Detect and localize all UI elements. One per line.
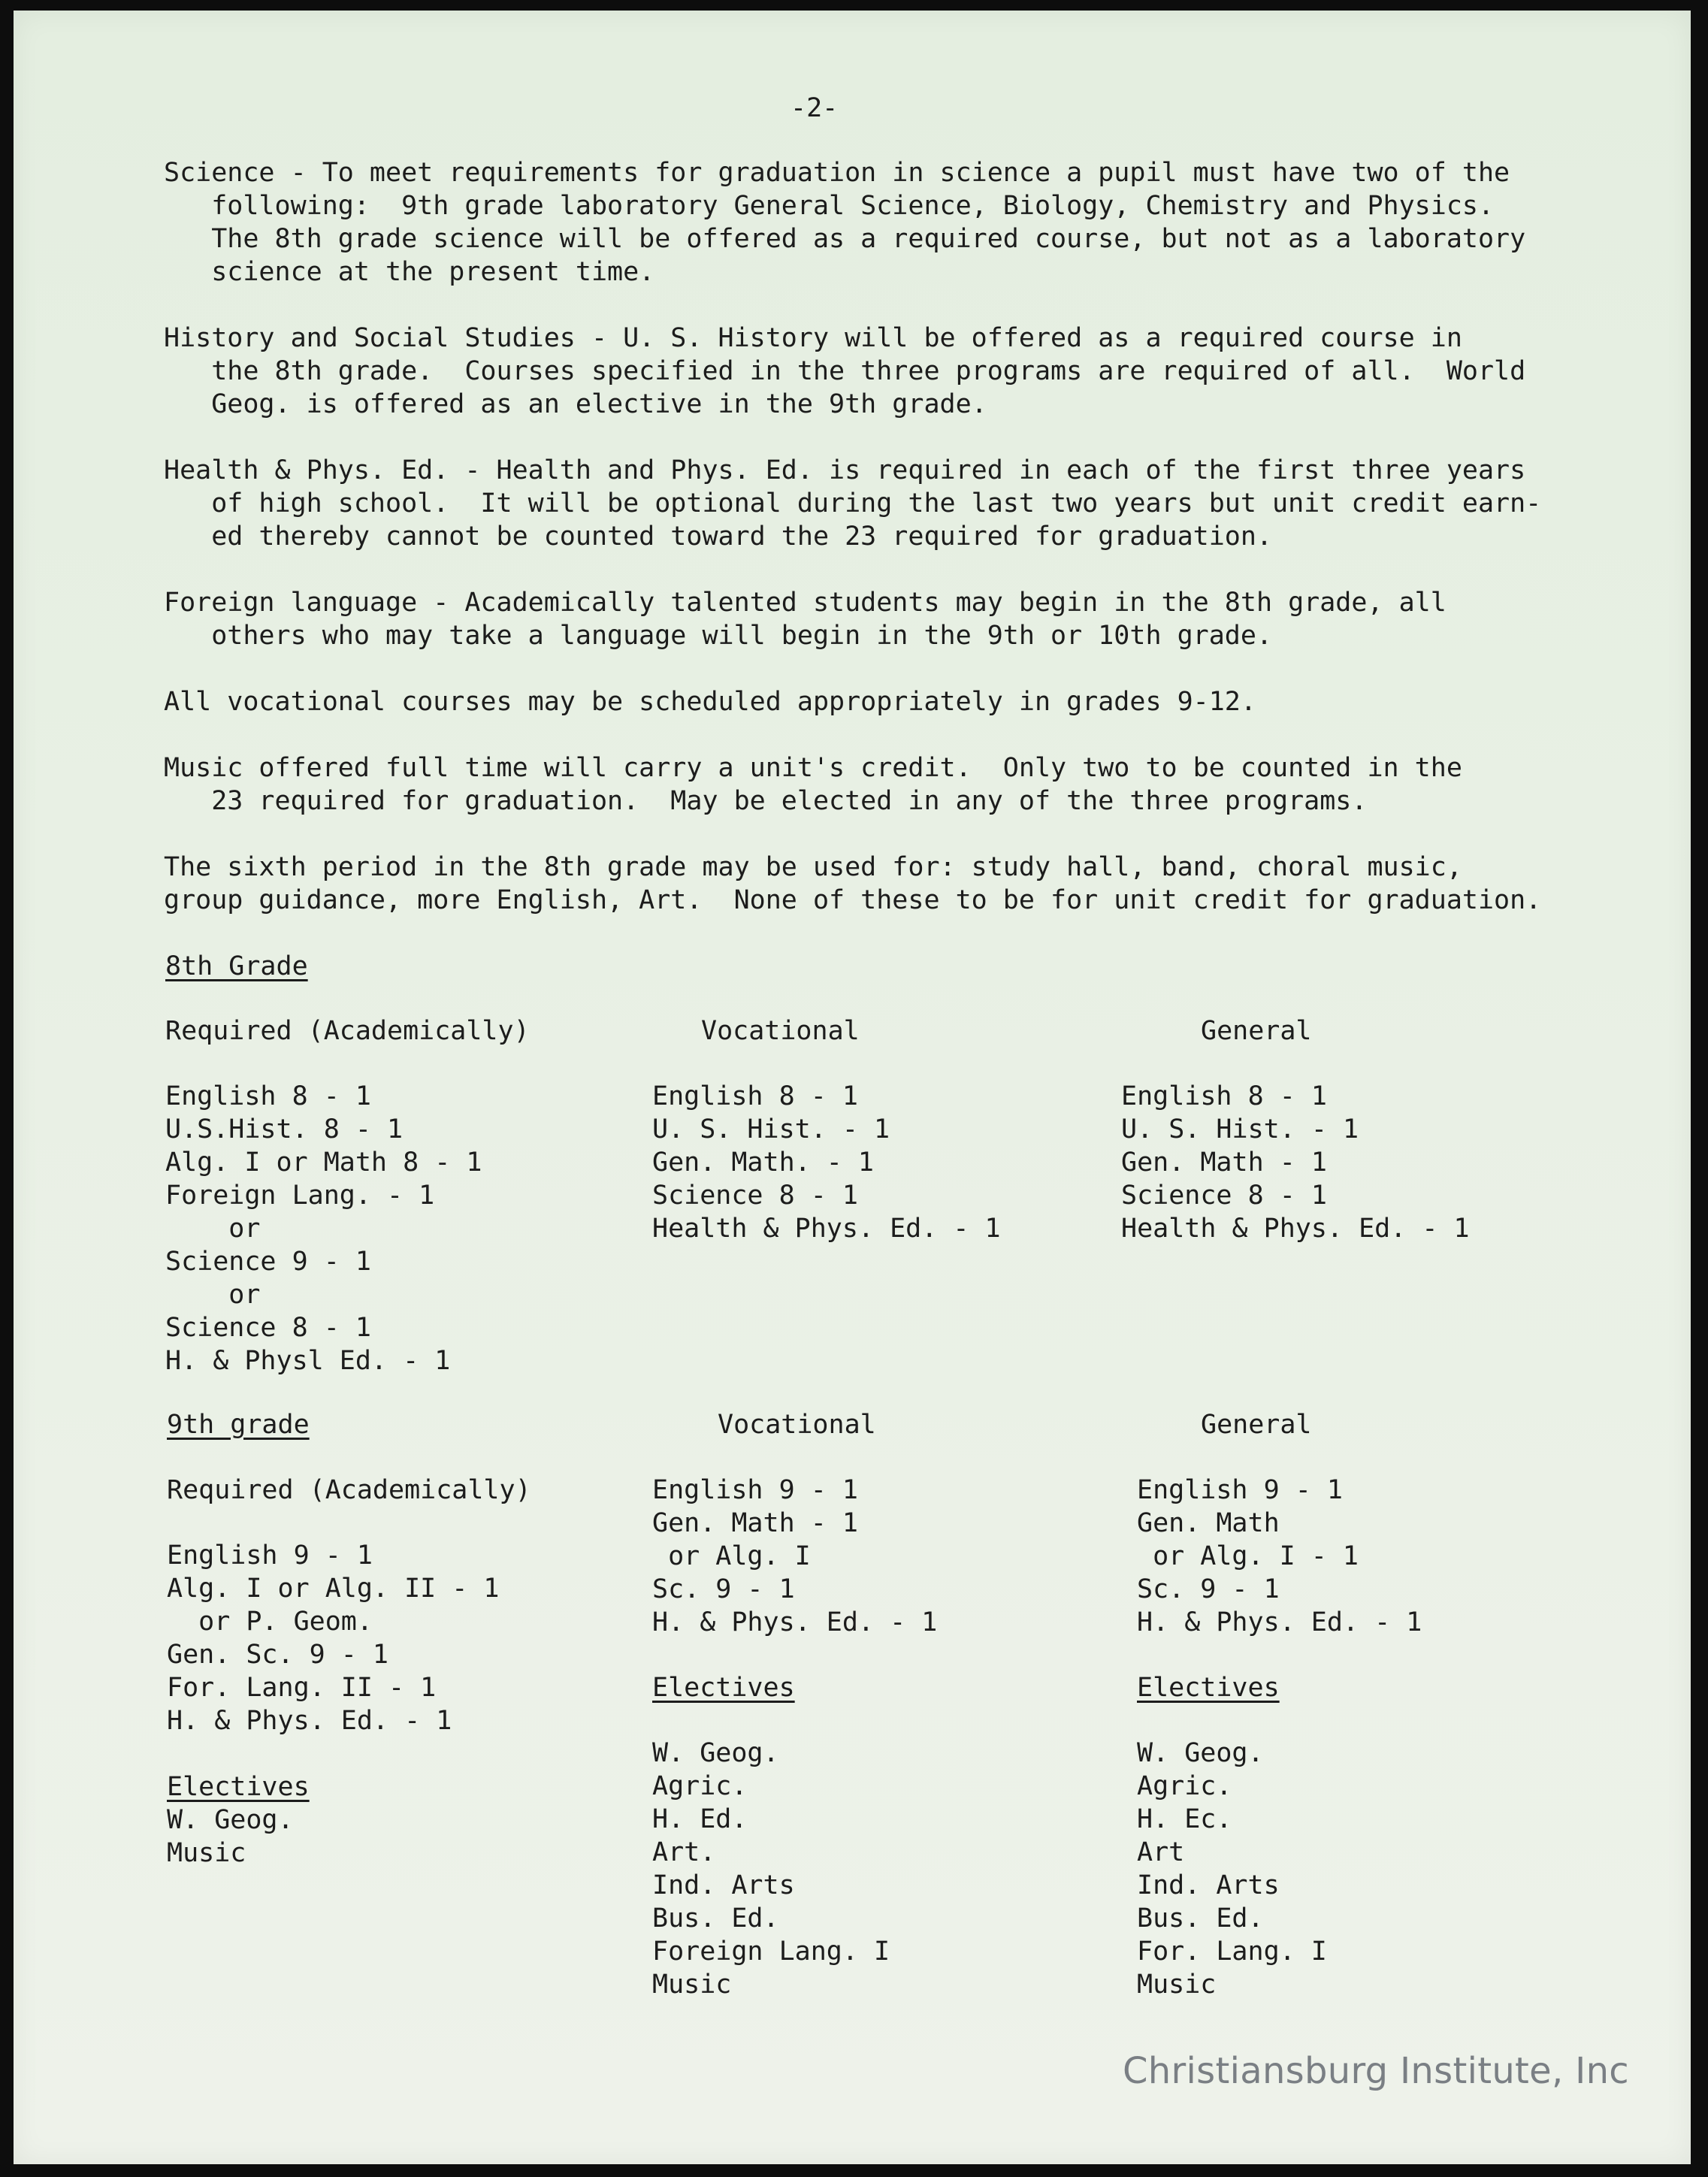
grade9-general-heading: General bbox=[1201, 1410, 1312, 1440]
grade9-academic-electives-heading: Electives bbox=[167, 1772, 310, 1802]
elective-item: Ind. Arts bbox=[652, 1870, 795, 1900]
paragraph-7-line: group guidance, more English, Art. None of these to be for unit credit for graduation. bbox=[164, 885, 1542, 915]
grade8-vocational-heading: Vocational bbox=[701, 1016, 860, 1046]
elective-item: Agric. bbox=[652, 1771, 748, 1801]
elective-item: W. Geog. bbox=[167, 1805, 294, 1835]
elective-item: W. Geog. bbox=[652, 1738, 779, 1768]
paragraph-4-line: others who may take a language will begin in the 9th or 10th grade. bbox=[164, 621, 1273, 651]
paragraph-2-line: the 8th grade. Courses specified in the three programs are required of all. World bbox=[164, 356, 1526, 386]
elective-item: Ind. Arts bbox=[1137, 1870, 1280, 1900]
grade9-general-list bbox=[1137, 1474, 1422, 1639]
paragraph-3-line: Health & Phys. Ed. - Health and Phys. Ed. is required in each of the first three years bbox=[164, 455, 1526, 485]
paragraph-6-line: Music offered full time will carry a unit's credit. Only two to be counted in the bbox=[164, 753, 1462, 783]
elective-item: Art. bbox=[652, 1837, 716, 1867]
grade8-academic-list bbox=[165, 1080, 482, 1377]
grade9-academic-list bbox=[167, 1539, 500, 1737]
course-item: Science 8 - 1 bbox=[165, 1313, 371, 1343]
course-item: Health & Phys. Ed. - 1 bbox=[652, 1214, 1001, 1244]
paragraph-5-line: All vocational courses may be scheduled appropriately in grades 9-12. bbox=[164, 687, 1256, 717]
course-item: For. Lang. II - 1 bbox=[167, 1673, 437, 1703]
course-item: English 9 - 1 bbox=[652, 1475, 858, 1505]
elective-item: Art bbox=[1137, 1837, 1185, 1867]
course-item: H. & Phys. Ed. - 1 bbox=[1137, 1607, 1422, 1637]
paragraph-3-line: of high school. It will be optional during the last two years but unit credit earn- bbox=[164, 488, 1542, 519]
elective-item: Music bbox=[1137, 1970, 1217, 2000]
elective-item: Agric. bbox=[1137, 1771, 1232, 1801]
grade9-vocational-electives-heading: Electives bbox=[652, 1673, 795, 1703]
elective-item: W. Geog. bbox=[1137, 1738, 1264, 1768]
grade9-vocational-list bbox=[652, 1474, 937, 1639]
grade9-academic-heading: Required (Academically) bbox=[167, 1475, 531, 1505]
course-item: English 8 - 1 bbox=[652, 1081, 858, 1111]
watermark: Christiansburg Institute, Inc bbox=[1122, 2050, 1629, 2092]
course-item: or bbox=[165, 1280, 261, 1310]
course-item: Foreign Lang. - 1 bbox=[165, 1181, 435, 1211]
course-item: Gen. Math bbox=[1137, 1508, 1280, 1538]
page-number: -2- bbox=[791, 93, 839, 123]
course-item: U. S. Hist. - 1 bbox=[1121, 1114, 1359, 1144]
course-item: Gen. Math - 1 bbox=[1121, 1147, 1327, 1178]
grade9-general-electives-heading: Electives bbox=[1137, 1673, 1280, 1703]
course-item: Gen. Math. - 1 bbox=[652, 1147, 875, 1178]
course-item: Science 8 - 1 bbox=[1121, 1181, 1327, 1211]
course-item: English 8 - 1 bbox=[165, 1081, 371, 1111]
paragraph-1-line: science at the present time. bbox=[164, 257, 655, 287]
course-item: English 8 - 1 bbox=[1121, 1081, 1327, 1111]
grade8-vocational-list bbox=[652, 1080, 1001, 1245]
elective-item: Bus. Ed. bbox=[1137, 1903, 1264, 1934]
grade8-general-list bbox=[1121, 1080, 1470, 1245]
elective-item: Bus. Ed. bbox=[652, 1903, 779, 1934]
paragraph-1-line: The 8th grade science will be offered as a required course, but not as a laboratory bbox=[164, 224, 1526, 254]
grade9-title: 9th grade bbox=[167, 1410, 310, 1440]
course-item: Health & Phys. Ed. - 1 bbox=[1121, 1214, 1470, 1244]
grade9-academic-electives bbox=[167, 1804, 294, 1870]
elective-item: H. Ed. bbox=[652, 1804, 748, 1834]
grade9-vocational-electives bbox=[652, 1737, 890, 2001]
elective-item: Foreign Lang. I bbox=[652, 1937, 890, 1967]
course-item: Alg. I or Alg. II - 1 bbox=[167, 1574, 500, 1604]
grade8-general-heading: General bbox=[1201, 1016, 1312, 1046]
paragraph-7-line: The sixth period in the 8th grade may be used for: study hall, band, choral music, bbox=[164, 852, 1462, 882]
paragraph-6-line: 23 required for graduation. May be elected in any of the three programs. bbox=[164, 786, 1368, 816]
course-item: Gen. Sc. 9 - 1 bbox=[167, 1640, 389, 1670]
course-item: U. S. Hist. - 1 bbox=[652, 1114, 890, 1144]
course-item: Sc. 9 - 1 bbox=[1137, 1574, 1280, 1604]
elective-item: Music bbox=[652, 1970, 732, 2000]
course-item: Alg. I or Math 8 - 1 bbox=[165, 1147, 482, 1178]
grade8-academic-heading: Required (Academically) bbox=[165, 1016, 530, 1046]
grade8-title: 8th Grade bbox=[165, 951, 308, 981]
course-item: or Alg. I - 1 bbox=[1137, 1541, 1359, 1571]
course-item: English 9 - 1 bbox=[1137, 1475, 1343, 1505]
course-item: English 9 - 1 bbox=[167, 1541, 373, 1571]
course-item: or bbox=[165, 1214, 261, 1244]
paragraph-1-line: following: 9th grade laboratory General Science, Biology, Chemistry and Physics. bbox=[164, 191, 1495, 221]
grade9-vocational-heading: Vocational bbox=[718, 1410, 876, 1440]
course-item: Science 9 - 1 bbox=[165, 1247, 371, 1277]
elective-item: For. Lang. I bbox=[1137, 1937, 1327, 1967]
paragraph-3-line: ed thereby cannot be counted toward the 23 required for graduation. bbox=[164, 522, 1273, 552]
course-item: H. & Physl Ed. - 1 bbox=[165, 1346, 451, 1376]
paragraph-4-line: Foreign language - Academically talented students may begin in the 8th grade, all bbox=[164, 588, 1447, 618]
elective-item: H. Ec. bbox=[1137, 1804, 1232, 1834]
course-item: H. & Phys. Ed. - 1 bbox=[652, 1607, 938, 1637]
course-item: Gen. Math - 1 bbox=[652, 1508, 858, 1538]
elective-item: Music bbox=[167, 1838, 246, 1868]
paragraph-1-line: Science - To meet requirements for graduation in science a pupil must have two of the bbox=[164, 158, 1510, 188]
paragraph-2-line: History and Social Studies - U. S. History will be offered as a required course in bbox=[164, 323, 1462, 353]
course-item: or Alg. I bbox=[652, 1541, 811, 1571]
course-item: Sc. 9 - 1 bbox=[652, 1574, 795, 1604]
course-item: or P. Geom. bbox=[167, 1607, 373, 1637]
grade9-general-electives bbox=[1137, 1737, 1327, 2001]
course-item: U.S.Hist. 8 - 1 bbox=[165, 1114, 404, 1144]
course-item: Science 8 - 1 bbox=[652, 1181, 858, 1211]
paragraph-2-line: Geog. is offered as an elective in the 9th grade. bbox=[164, 389, 987, 419]
course-item: H. & Phys. Ed. - 1 bbox=[167, 1706, 452, 1736]
